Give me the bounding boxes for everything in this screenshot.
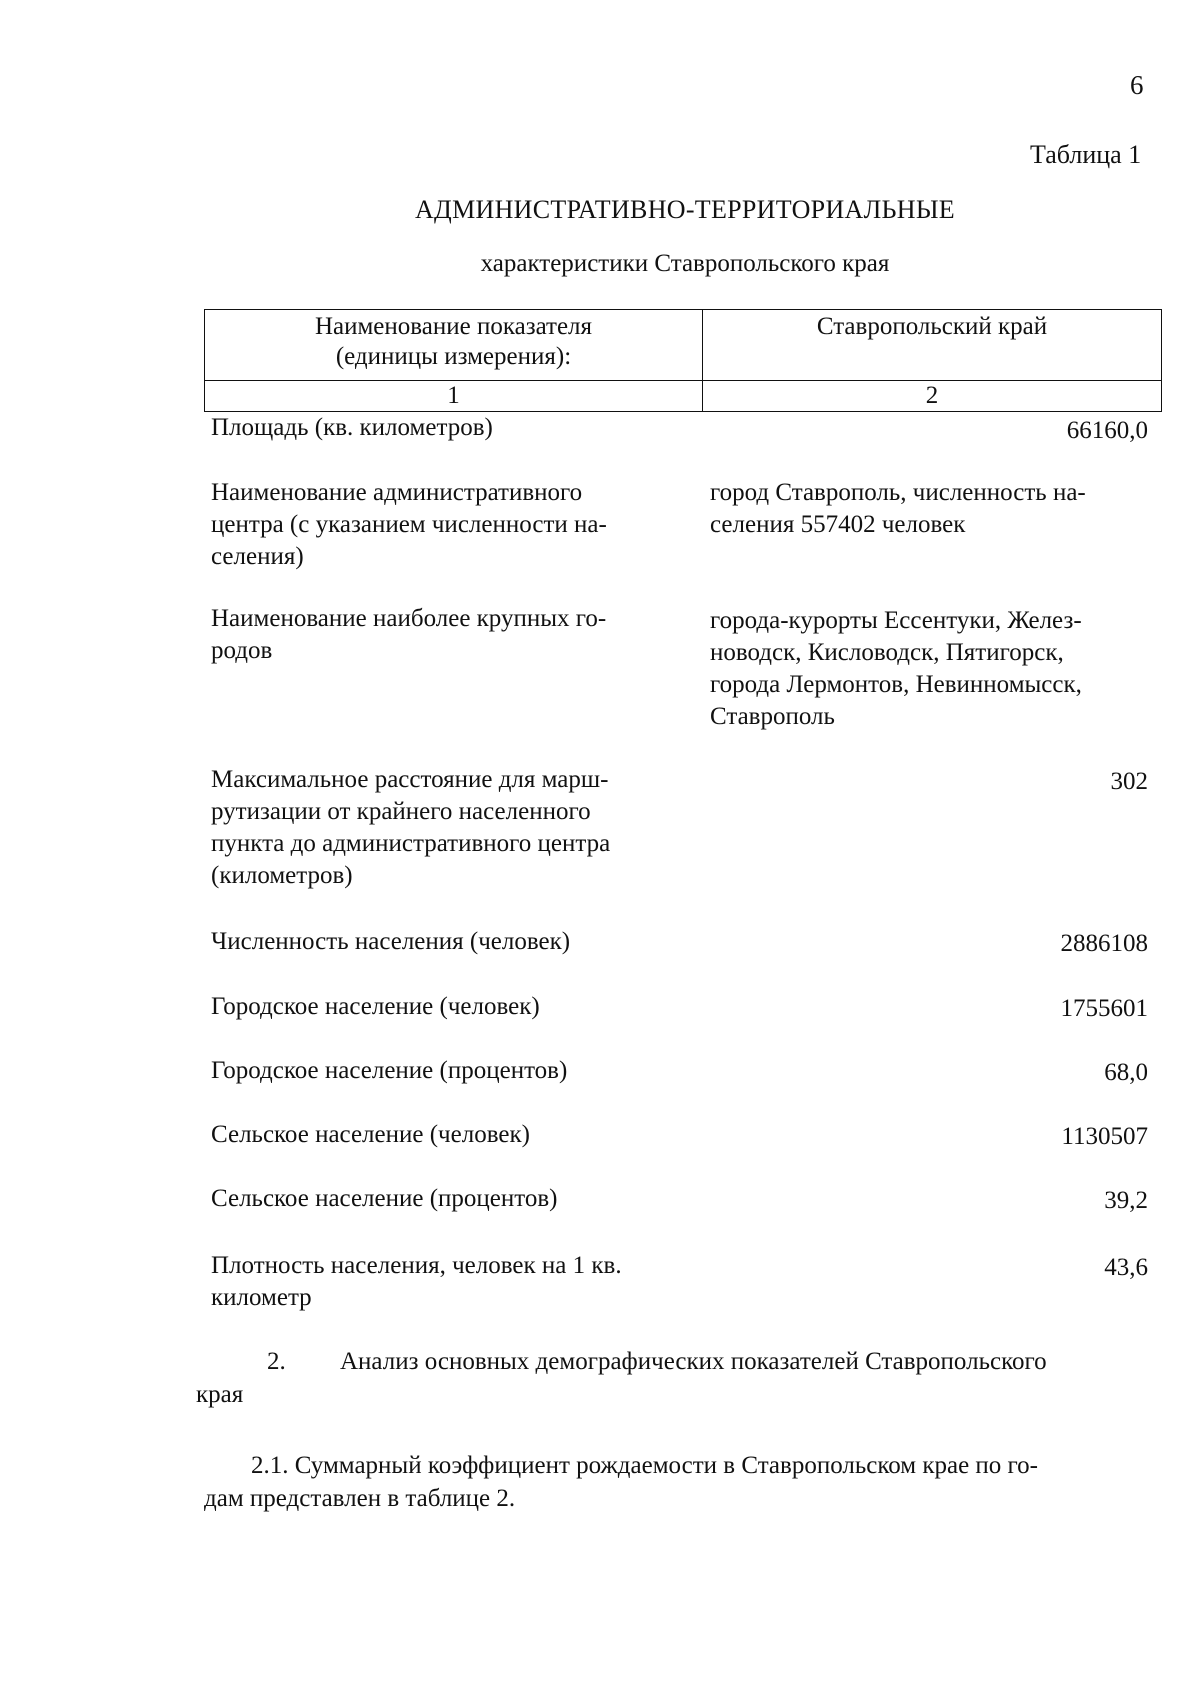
row-value-line: города Лермонтов, Невинномысск, [710, 671, 1082, 698]
row-label-line: пункта до административного центра [211, 830, 611, 857]
row-label-line: Наименование административного [211, 479, 583, 506]
row-label-line: рутизации от крайнего населенного [211, 798, 591, 825]
header-indicator-line2: (единицы измерения): [335, 343, 572, 370]
section-2-heading-cont: края [196, 1381, 244, 1408]
row-population-label [211, 926, 681, 958]
row-label-line: центра (с указанием численности на- [211, 511, 607, 538]
row-value-line: 39,2 [1104, 1187, 1148, 1214]
row-rural-percent-value [1104, 1185, 1148, 1217]
row-value-line: город Ставрополь, численность на- [710, 479, 1086, 506]
row-label-line: (километров) [211, 862, 353, 889]
row-value-line: 302 [1110, 768, 1148, 795]
table-header [204, 309, 1162, 412]
row-label-line: Наименование наиболее крупных го- [211, 605, 607, 632]
page-number: 6 [1130, 70, 1144, 100]
row-density-label [211, 1250, 731, 1314]
row-value-line: 66160,0 [1066, 417, 1148, 444]
row-value-line: города-курорты Ессентуки, Желез- [710, 607, 1082, 634]
row-value-line: 43,6 [1104, 1254, 1148, 1281]
row-largest-cities-value [710, 605, 1082, 733]
row-label-line: Площадь (кв. километров) [211, 414, 493, 441]
row-value-line: 1755601 [1060, 995, 1148, 1022]
row-area-value [1067, 415, 1148, 447]
row-label-line: Сельское население (человек) [211, 1121, 530, 1148]
row-value-line: 2886108 [1060, 930, 1148, 957]
row-admin-center-label [211, 477, 681, 573]
row-label-line: Сельское население (процентов) [211, 1185, 558, 1212]
table-subtitle: характеристики Ставропольского края [480, 250, 890, 277]
row-label-line: селения) [211, 543, 304, 570]
row-label-line: Максимальное расстояние для марш- [211, 766, 609, 793]
row-rural-percent-label [211, 1183, 681, 1215]
row-label-line: Городское население (человек) [211, 993, 540, 1020]
row-urban-population-label [211, 991, 681, 1023]
section-2-heading: Анализ основных демографических показателей Ставропольского [340, 1348, 1047, 1375]
row-largest-cities-label [211, 603, 681, 667]
row-value-line: Ставрополь [710, 703, 835, 730]
row-label-line: родов [211, 637, 273, 664]
table-label: Таблица 1 [1030, 140, 1142, 169]
row-population-value [1061, 928, 1149, 960]
row-max-distance-value [1111, 766, 1149, 798]
section-2-number: 2. [267, 1348, 286, 1375]
section-2-1-line2: дам представлен в таблице 2. [204, 1485, 516, 1512]
row-density-value [1104, 1252, 1148, 1284]
row-rural-population-label [211, 1119, 681, 1151]
header-col-number-1: 1 [205, 381, 703, 412]
row-label-line: Городское население (процентов) [211, 1057, 568, 1084]
row-value-line: новодск, Кисловодск, Пятигорск, [710, 639, 1064, 666]
row-rural-population-value [1061, 1121, 1148, 1153]
row-label-line: Численность населения (человек) [211, 928, 571, 955]
row-urban-population-value [1061, 993, 1149, 1025]
row-label-line: километр [211, 1284, 312, 1311]
row-value-line: 1130507 [1061, 1123, 1148, 1150]
row-value-line: 68,0 [1104, 1059, 1148, 1086]
table-title: АДМИНИСТРАТИВНО-ТЕРРИТОРИАЛЬНЫЕ [414, 195, 955, 224]
row-area-label [211, 412, 681, 444]
header-col-number-2: 2 [703, 381, 1162, 412]
row-admin-center-value [710, 477, 1086, 541]
header-indicator-line1: Наименование показателя [314, 313, 593, 340]
section-2-1-line1: 2.1. Суммарный коэффициент рождаемости в Ставропольском крае по го- [251, 1452, 1038, 1479]
header-region: Ставропольский край [703, 310, 1162, 381]
row-urban-percent-label [211, 1055, 681, 1087]
row-value-line: селения 557402 человек [710, 511, 966, 538]
row-max-distance-label [211, 764, 681, 892]
header-indicator-name [205, 310, 703, 381]
row-label-line: Плотность населения, человек на 1 кв. [211, 1252, 622, 1279]
row-urban-percent-value [1104, 1057, 1148, 1089]
